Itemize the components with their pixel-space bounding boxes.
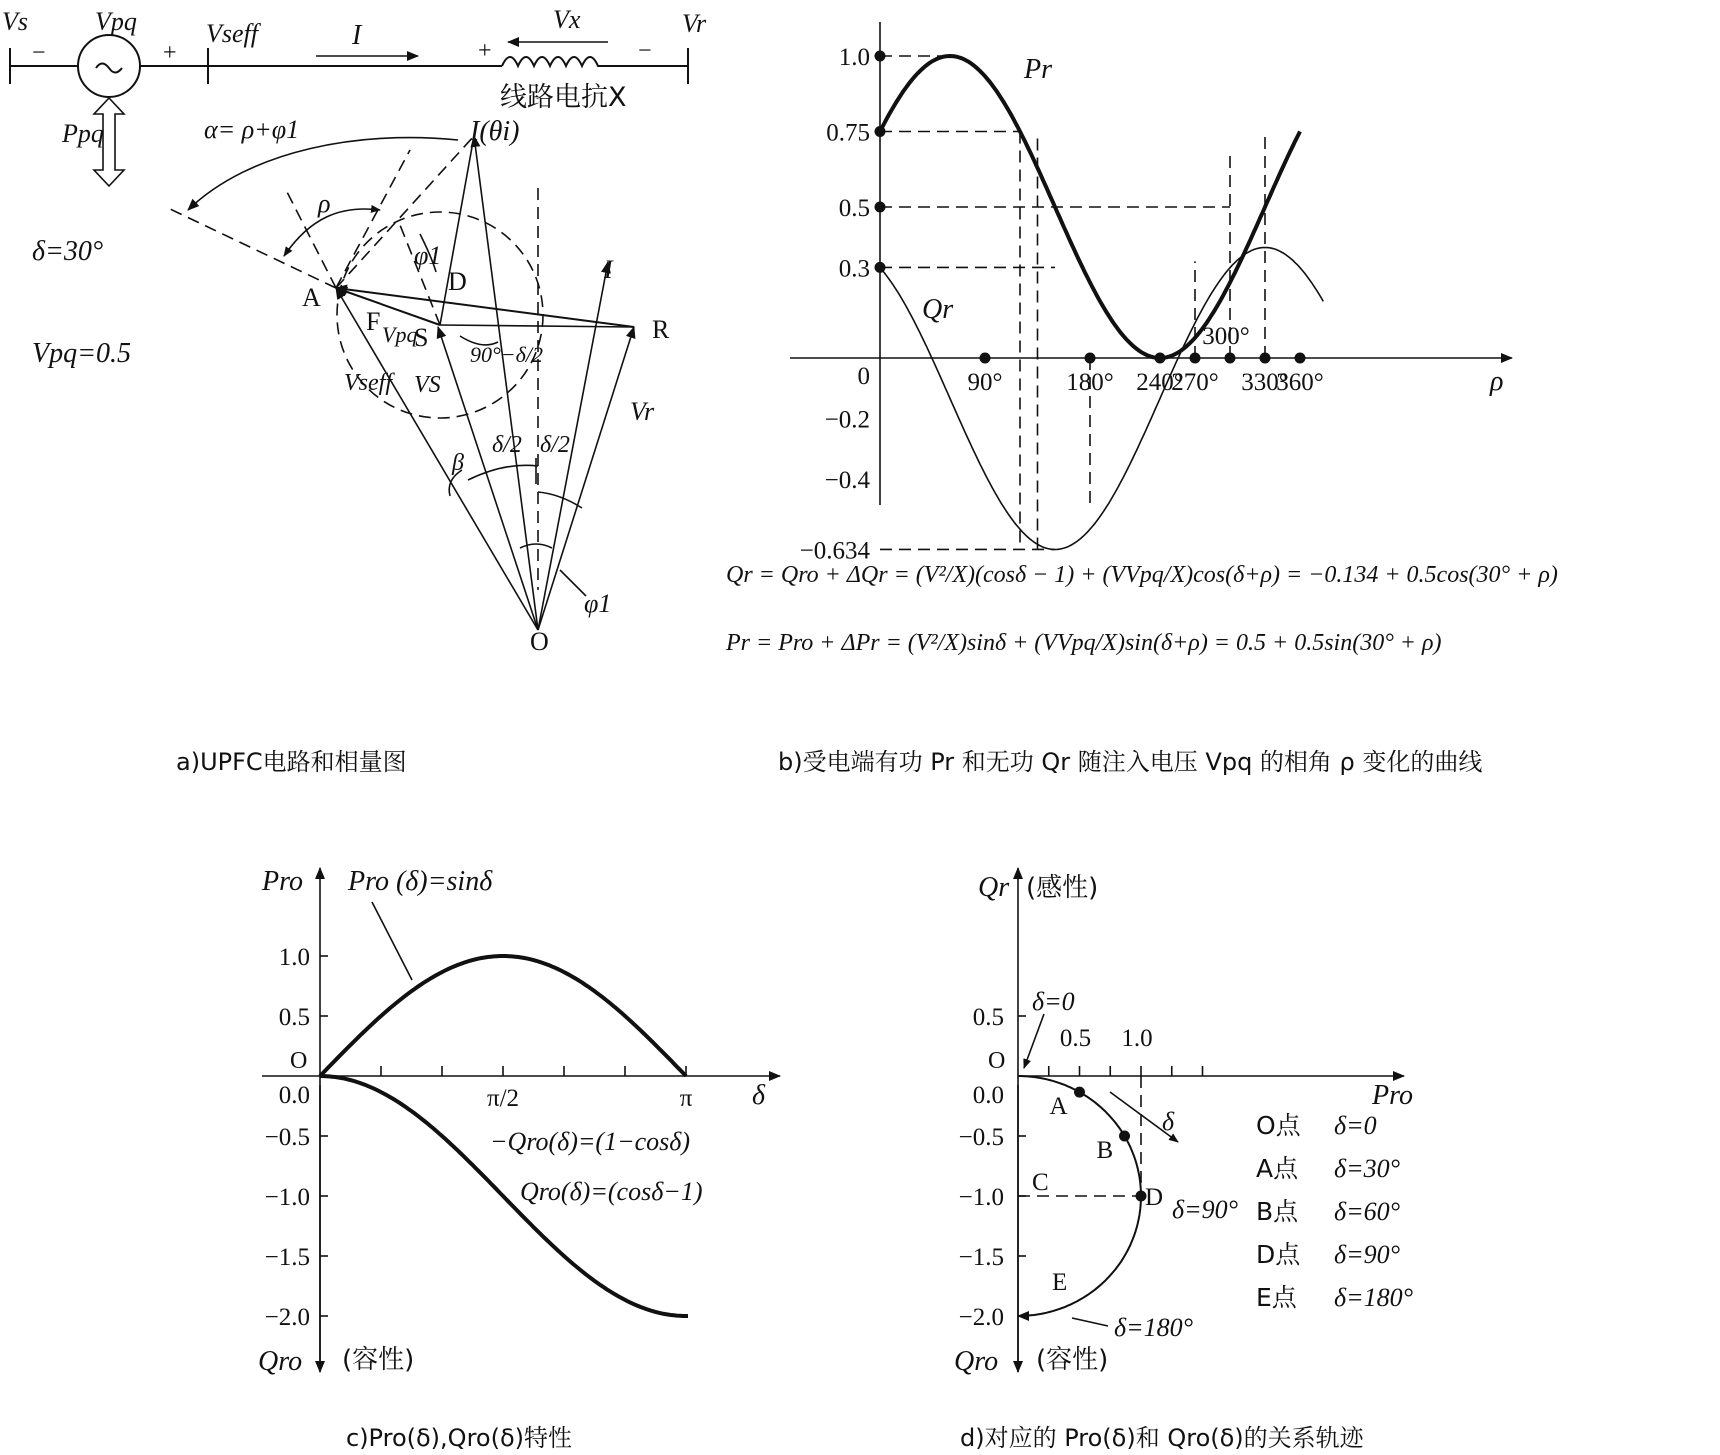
chart-b-x-tick-label: 330° <box>1241 369 1289 396</box>
half-delta-label-left: δ/2 <box>492 432 522 458</box>
chart-c-y-tick-label: 0.5 <box>278 1004 310 1031</box>
chart-b-ticks <box>800 44 1324 564</box>
chart-d-curves <box>1018 1076 1163 1316</box>
chart-d-point-label: C <box>1032 1169 1049 1196</box>
chart-b-x-marker <box>980 353 991 364</box>
chart-d-legend-name: D点 <box>1256 1240 1301 1269</box>
chart-d-legend-value: δ=90° <box>1334 1240 1401 1269</box>
label-vr-phasor: Vr <box>630 397 655 426</box>
label-vpq: Vpq <box>95 7 137 36</box>
chart-d-y-tick-label: −0.5 <box>958 1124 1004 1151</box>
chart-c-y-tick-label: 1.0 <box>278 944 310 971</box>
label-i-theta: I(θi) <box>470 116 520 147</box>
point-d: D <box>448 267 467 296</box>
vpq-phasor <box>336 288 440 325</box>
chart-d-y-tick-label: −1.0 <box>958 1184 1004 1211</box>
caption-d: d)对应的 Pro(δ)和 Qro(δ)的关系轨迹 <box>960 1424 1364 1452</box>
vpq-value: Vpq=0.5 <box>32 338 131 369</box>
chart-b-y-tick-label: 0.75 <box>826 119 870 147</box>
chart-d-delta0: δ=0 <box>1032 987 1075 1016</box>
source-circle <box>78 35 140 97</box>
half-delta-label-right: δ/2 <box>540 432 570 458</box>
label-vx: Vx <box>553 5 581 34</box>
label-vseff: Vseff <box>206 19 258 48</box>
chart-d-legend-value: δ=60° <box>1334 1197 1401 1226</box>
chart-d-delta0-arrow <box>1024 1014 1044 1068</box>
dashed-a-itheta <box>336 136 474 288</box>
line-reactance-label: 线路电抗X <box>500 82 627 113</box>
chart-b-y-tick-label: −0.634 <box>799 537 870 565</box>
point-s: S <box>414 323 429 352</box>
label-vs: Vs <box>2 7 28 36</box>
chart-d-y-bottom-label: Qro <box>954 1346 999 1377</box>
line-s-itheta <box>440 136 474 325</box>
caption-c: c)Pro(δ),Qro(δ)特性 <box>346 1424 572 1452</box>
vr-phasor <box>538 327 634 630</box>
label-vs-phasor: VS <box>414 372 441 398</box>
chart-d-y-tick-label: 0.0 <box>972 1082 1004 1109</box>
point-o: O <box>530 627 549 656</box>
chart-d-legend-value: δ=30° <box>1334 1154 1401 1183</box>
chart-d-delta180: δ=180° <box>1114 1313 1194 1342</box>
label-vseff-phasor: Vseff <box>344 370 392 396</box>
chart-d-delta-arrow-label: δ <box>1162 1107 1175 1136</box>
vseff-phasor <box>336 288 538 630</box>
line-rs <box>440 325 634 327</box>
chart-b-x-marker <box>1295 353 1306 364</box>
chart-b-y-tick-label: −0.4 <box>824 466 870 494</box>
dashed-radial-3 <box>398 220 440 325</box>
chart-d-legend-value: δ=180° <box>1334 1283 1414 1312</box>
chart-c-q-curve-label: Qro(δ)=(cosδ−1) <box>520 1177 703 1206</box>
chart-c-capacitive: (容性) <box>342 1345 415 1375</box>
chart-d-legend-name: E点 <box>1256 1283 1297 1312</box>
chart-b-x-tick-label: 300° <box>1202 323 1250 350</box>
chart-d-point-label: D <box>1145 1184 1164 1211</box>
point-r: R <box>652 315 670 344</box>
point-f: F <box>366 307 381 336</box>
chart-c-y-tick-label: −0.5 <box>264 1124 310 1151</box>
chart-c-y-tick-label: −1.5 <box>264 1244 310 1271</box>
ac-source-icon <box>96 64 122 73</box>
chart-c-y-tick-label: −1.0 <box>264 1184 310 1211</box>
beta-label: β <box>452 450 464 476</box>
sign-minus-1: − <box>32 40 46 66</box>
chart-d-y-tick-label: −2.0 <box>958 1304 1004 1331</box>
chart-c-y-bottom-label: Qro <box>258 1346 303 1377</box>
caption-b: b)受电端有功 Pr 和无功 Qr 随注入电压 Vpq 的相角 ρ 变化的曲线 <box>778 748 1483 776</box>
chart-d-legend <box>1256 1111 1413 1312</box>
chart-d-legend-name: O点 <box>1256 1111 1301 1140</box>
chart-d-point-label: A <box>1049 1093 1068 1121</box>
chart-b-y-tick-label: 0.3 <box>838 255 870 283</box>
chart-b-pr-label: Pr <box>1024 54 1052 85</box>
point-a: A <box>302 283 321 312</box>
chart-d-capacitive: (容性) <box>1036 1345 1109 1375</box>
label-ppq: Ppq <box>62 119 104 148</box>
dashed-radial-1 <box>336 150 410 288</box>
chart-d-y-tick-label: −1.5 <box>958 1244 1004 1271</box>
chart-d-y-top-label: Qr <box>978 872 1010 903</box>
chart-c-neg-q-label: −Qro(δ)=(1−cosδ) <box>490 1127 691 1156</box>
chart-d-legend-name: B点 <box>1256 1197 1299 1226</box>
chart-b-qr-label: Qr <box>922 294 954 325</box>
chart-d-x-tick-label: 1.0 <box>1121 1025 1153 1052</box>
chart-d-point-a <box>1074 1087 1085 1098</box>
chart-b-qr-curve <box>880 248 1323 550</box>
chart-b-y-tick-label: −0.2 <box>824 406 870 434</box>
chart-d-inductive: (感性) <box>1026 873 1099 903</box>
chart-d-legend-name: A点 <box>1256 1154 1299 1183</box>
chart-c-p-curve <box>320 956 686 1076</box>
equation-qr: Qr = Qro + ΔQr = (V²/X)(cosδ − 1) + (VVpq/X)cos(δ+ρ) = −0.134 + 0.5cos(30° + ρ) <box>726 562 1558 588</box>
sign-minus-2: − <box>638 38 652 64</box>
chart-c-x-label: δ <box>752 1080 766 1111</box>
chart-d-y-tick-label: 0.5 <box>972 1004 1004 1031</box>
chart-d-point-label: B <box>1096 1137 1114 1164</box>
chart-c-x-tick-label: π/2 <box>486 1085 520 1112</box>
chart-c-y-tick-label: −2.0 <box>264 1304 310 1331</box>
label-vr: Vr <box>682 9 707 38</box>
rho-label: ρ <box>318 189 331 218</box>
sign-plus-1: + <box>163 40 177 66</box>
chart-d-delta180-leader <box>1072 1318 1108 1326</box>
equation-pr: Pr = Pro + ΔPr = (V²/X)sinδ + (VVpq/X)sin(δ+ρ) = 0.5 + 0.5sin(30° + ρ) <box>726 630 1442 656</box>
chart-d-x-label: Pro <box>1372 1080 1413 1111</box>
phi1-label-upper: φ1 <box>414 241 442 270</box>
label-i: I <box>352 20 362 51</box>
chart-b-x-tick-label: 360° <box>1276 369 1324 396</box>
chart-b-x-tick-label: 270° <box>1171 369 1219 396</box>
chart-b-x-tick-label: 180° <box>1066 369 1114 396</box>
chart-c-y-tick-label: 0.0 <box>278 1082 310 1109</box>
inductor-coil-icon <box>502 57 602 66</box>
panel-c-characteristics-chart <box>258 866 780 1452</box>
panel-a-circuit-phasor <box>2 5 707 776</box>
chart-d-point-b <box>1119 1131 1130 1142</box>
chart-c-x-tick-label: π <box>679 1085 693 1112</box>
sign-plus-2: + <box>478 38 492 64</box>
alpha-label: α= ρ+φ1 <box>204 115 300 144</box>
dashed-reference-left <box>168 208 336 288</box>
panel-d-trajectory-chart <box>954 868 1413 1452</box>
chart-d-point-label: E <box>1052 1269 1068 1296</box>
label-i-phasor: I <box>604 255 613 284</box>
chart-d-x-tick-label: 0.5 <box>1059 1025 1092 1052</box>
phi1-arc-lower <box>520 544 552 548</box>
chart-b-y-tick-label: 0.5 <box>838 195 870 222</box>
chart-d-delta90: δ=90° <box>1172 1195 1239 1224</box>
half-delta-arc-left <box>468 465 538 480</box>
line-ra <box>336 288 634 327</box>
panel-b-pr-qr-chart <box>725 22 1558 776</box>
chart-b-x-tick-label: 90° <box>967 369 1003 396</box>
i-theta-phasor <box>474 136 538 630</box>
half-delta-arc-right <box>538 492 582 508</box>
chart-b-y-tick-label: 1.0 <box>838 44 870 71</box>
delta-value: δ=30° <box>32 236 104 267</box>
phi1-label-lower: φ1 <box>584 589 612 618</box>
chart-b-x-label: ρ <box>1490 366 1504 397</box>
angle-label: 90°−δ/2 <box>470 342 543 367</box>
caption-a: a)UPFC电路和相量图 <box>176 748 407 776</box>
chart-b-x-tick-label: 240° <box>1136 369 1184 396</box>
chart-c-origin: O <box>290 1048 308 1074</box>
phi1-leader <box>560 570 586 596</box>
chart-c-y-top-label: Pro <box>262 866 303 897</box>
chart-b-y-tick-label: 0 <box>857 363 870 390</box>
chart-c-p-leader <box>372 902 412 980</box>
chart-c-p-curve-label: Pro (δ)=sinδ <box>348 866 493 897</box>
chart-d-legend-value: δ=0 <box>1334 1111 1377 1140</box>
label-vpq-phasor: Vpq <box>382 322 418 347</box>
chart-d-origin: O <box>988 1048 1006 1074</box>
